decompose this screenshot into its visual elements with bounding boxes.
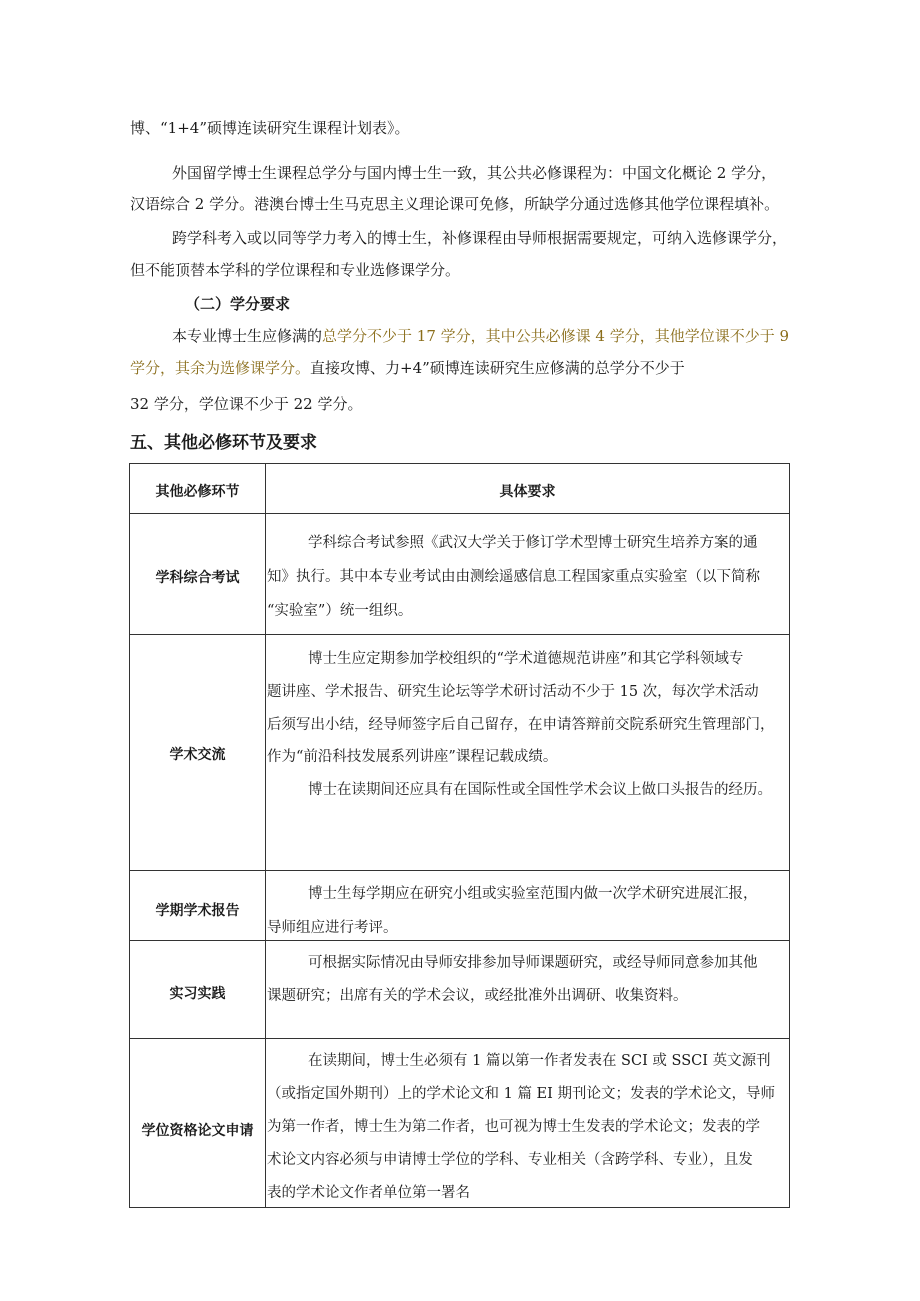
cell-line: 后须写出小结，经导师签字后自己留存，在申请答辩前交院系研究生管理部门， — [267, 717, 775, 733]
cell-line: 术论文内容必须与申请博士学位的学科、专业相关（含跨学科、专业），且发 — [267, 1152, 753, 1168]
row-label-thesis-application: 学位资格论文申请 — [141, 1123, 254, 1139]
paragraph-line: 跨学科考入或以同等学力考入的博士生，补修课程由导师根据需要规定，可纳入选修课学分， — [172, 229, 788, 247]
cell-line: 学科综合考试参照《武汉大学关于修订学术型博士研究生培养方案的通 — [308, 535, 758, 551]
row-divider — [130, 513, 789, 514]
paragraph-line: 但不能顶替本学科的学位课程和专业选修课学分。 — [130, 261, 461, 279]
highlighted-text: 总学分不少于 17 学分，其中公共必修课 4 学分，其他学位课不少于 9 — [322, 327, 790, 345]
section-heading: 五、其他必修环节及要求 — [130, 433, 317, 453]
text-run: 本专业博士生应修满的 — [172, 327, 323, 345]
paragraph-line: 外国留学博士生课程总学分与国内博士生一致，其公共必修课程为：中国文化概论 2 学分， — [172, 164, 777, 182]
cell-line: 博士在读期间还应具有在国际性或全国性学术会议上做口头报告的经历。 — [308, 782, 772, 798]
table-header-col1: 其他必修环节 — [155, 484, 240, 500]
paragraph-line: 汉语综合 2 学分。港澳台博士生马克思主义理论课可免修，所缺学分通过选修其他学位课程填补。 — [130, 195, 780, 213]
cell-line: 课题研究；出席有关的学术会议，或经批准外出调研、收集资料。 — [267, 988, 688, 1004]
paragraph-line: 32 学分，学位课不少于 22 学分。 — [130, 395, 363, 413]
cell-line: 导师组应进行考评。 — [267, 920, 398, 936]
paragraph-line: 博、“1+4”硕博连读研究生课程计划表》。 — [130, 119, 410, 137]
paragraph-line — [130, 358, 685, 378]
row-divider — [130, 940, 789, 941]
cell-line: 为第一作者，博士生为第二作者，也可视为博士生发表的学术论文；发表的学 — [267, 1119, 760, 1135]
cell-line: 可根据实际情况由导师安排参加导师课题研究，或经导师同意参加其他 — [308, 955, 758, 971]
cell-line: 博士生应定期参加学校组织的“学术道德规范讲座”和其它学科领域专 — [308, 651, 744, 667]
row-label-academic-exchange: 学术交流 — [169, 747, 226, 763]
cell-line: 知》执行。其中本专业考试由由测绘遥感信息工程国家重点实验室（以下简称 — [267, 569, 760, 585]
row-divider — [130, 1038, 789, 1039]
cell-line: 表的学术论文作者单位第一署名 — [267, 1185, 470, 1201]
row-divider — [130, 870, 789, 871]
row-label-practice: 实习实践 — [169, 986, 226, 1002]
row-label-semester-report: 学期学术报告 — [155, 903, 240, 919]
table-header-col2: 具体要求 — [499, 484, 556, 500]
row-label-comprehensive-exam: 学科综合考试 — [155, 570, 240, 586]
column-divider — [265, 464, 266, 1207]
cell-line: 作为“前沿科技发展系列讲座”课程记载成绩。 — [267, 749, 558, 765]
row-divider — [130, 634, 789, 635]
highlighted-text: 学分，其余为选修课学分。 — [130, 359, 311, 377]
cell-line: 题讲座、学术报告、研究生论坛等学术研讨活动不少于 15 次，每次学术活动 — [267, 684, 759, 700]
requirements-table — [129, 463, 790, 1208]
cell-line: （或指定国外期刊）上的学术论文和 1 篇 EI 期刊论文；发表的学术论文，导师 — [267, 1086, 775, 1102]
cell-line: “实验室”）统一组织。 — [267, 603, 413, 619]
cell-line: 博士生每学期应在研究小组或实验室范围内做一次学术研究进展汇报， — [308, 886, 758, 902]
text-run: 直接攻博、力+4”硕博连读研究生应修满的总学分不少于 — [310, 359, 685, 377]
paragraph-line — [172, 326, 789, 346]
cell-line: 在读期间，博士生必须有 1 篇以第一作者发表在 SCI 或 SSCI 英文源刊 — [308, 1053, 771, 1069]
sub-heading-credit-requirements: （二）学分要求 — [185, 295, 291, 313]
